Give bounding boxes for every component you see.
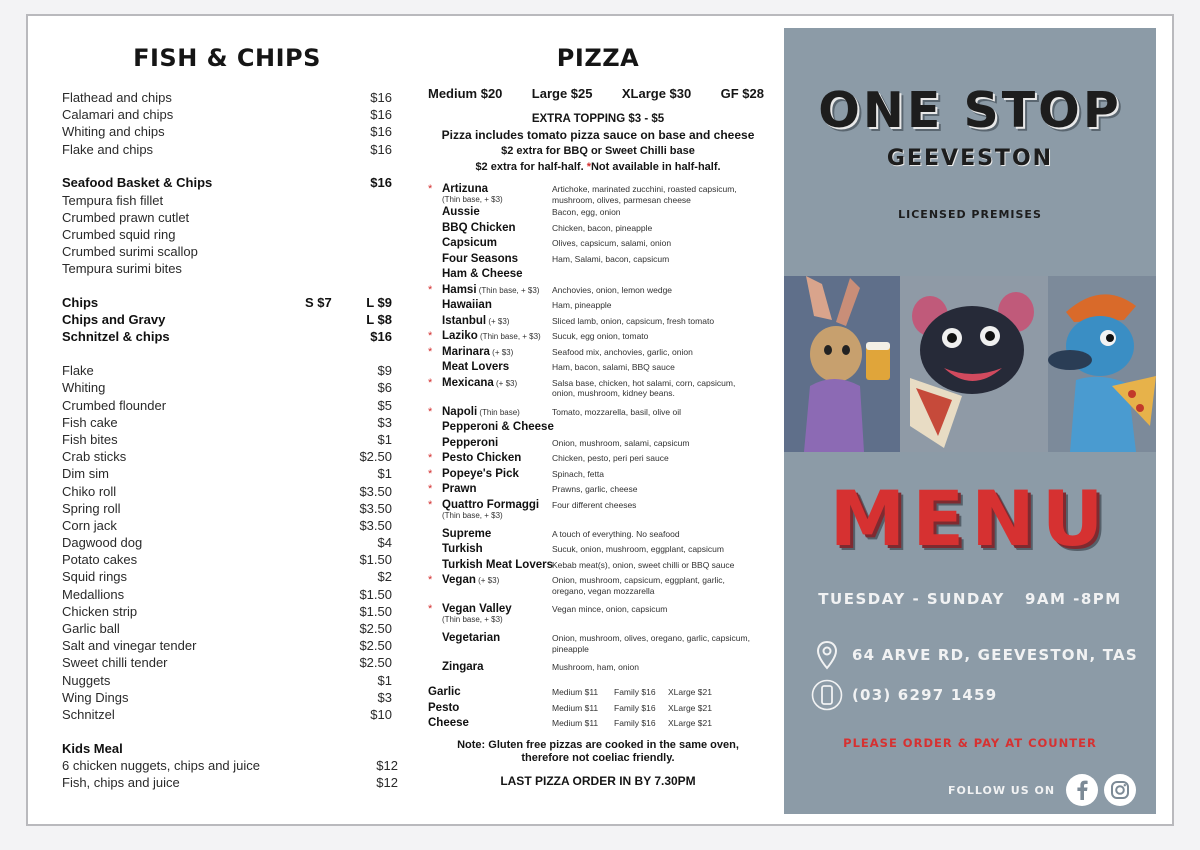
pizza-description: Ham, bacon, salami, BBQ sauce <box>552 362 675 372</box>
menu-item-name: Flake and chips <box>62 141 154 157</box>
menu-item-row <box>62 448 392 465</box>
menu-item-name: 6 chicken nuggets, chips and juice <box>62 757 261 773</box>
gluten-free-note <box>428 739 768 765</box>
menu-item-price: $1.50 <box>359 552 392 568</box>
pizza-name <box>442 559 553 571</box>
pizza-description: Chicken, pesto, peri peri sauce <box>552 453 669 463</box>
menu-item-name: Calamari and chips <box>62 107 174 123</box>
pizza-item <box>428 452 768 468</box>
bread-row <box>428 686 768 702</box>
opening-time: 9AM -8PM <box>1024 590 1122 608</box>
menu-item-name: Potato cakes <box>62 552 138 568</box>
menu-item-row <box>62 192 392 209</box>
family-price: Family $16 <box>614 718 656 729</box>
star-marker: * <box>428 483 433 495</box>
pizza-name-text: Turkish <box>442 543 483 555</box>
menu-item-price: $3.50 <box>359 500 392 516</box>
brand-location: GEEVESTON <box>886 146 1054 171</box>
pizza-name-text: Aussie <box>442 206 480 218</box>
menu-item-price: $6 <box>377 380 392 396</box>
menu-item-row <box>62 689 392 706</box>
menu-item-price: $4 <box>377 535 392 551</box>
bread-name: Cheese <box>428 717 469 730</box>
phone-icon <box>810 678 844 712</box>
menu-item-name: Squid rings <box>62 569 128 585</box>
menu-item-price: $16 <box>370 90 392 105</box>
star-marker: * <box>428 574 433 586</box>
menu-item-name: Chicken strip <box>62 603 138 619</box>
pizza-name <box>442 661 484 673</box>
menu-item-row <box>62 209 392 226</box>
pizza-name-text: Zingara <box>442 661 484 673</box>
pizza-name-text: Popeye's Pick <box>442 467 519 480</box>
extra-topping-text: EXTRA TOPPING $3 - $5 <box>531 113 665 125</box>
facebook-icon[interactable] <box>1066 774 1098 806</box>
menu-item-price: $1.50 <box>359 586 392 602</box>
bread-row <box>428 702 768 718</box>
menu-item-price: $10 <box>370 706 392 722</box>
menu-item-name: Chiko roll <box>62 483 117 499</box>
pizza-description: Artichoke, marinated zucchini, roasted capsicum, mushroom, olives, parmesan cheese <box>552 184 737 205</box>
menu-item-name: Chips and Gravy <box>62 312 166 328</box>
star-marker: * <box>428 452 433 464</box>
chips-row <box>62 294 392 311</box>
menu-item-row <box>62 551 392 568</box>
xlarge-price: XLarge $21 <box>668 687 712 697</box>
pizza-description: Chicken, bacon, pineapple <box>552 222 653 233</box>
xlarge-price: XLarge $21 <box>668 718 712 729</box>
menu-item-price: $1 <box>377 466 392 482</box>
menu-item-row <box>62 672 392 689</box>
pizza-name-text: Vegan <box>442 574 476 586</box>
licensed-text: LICENSED PREMISES <box>898 208 1042 221</box>
menu-item-name: Tempura surimi bites <box>62 261 182 277</box>
menu-item-name: Seafood Basket & Chips <box>62 175 213 191</box>
star-marker: * <box>428 376 433 389</box>
pizza-name-text: Ham & Cheese <box>442 268 523 280</box>
pizza-item <box>428 222 768 238</box>
pizza-item <box>428 406 768 422</box>
pizza-size-price: Large $25 <box>531 86 593 101</box>
menu-item-row <box>62 260 392 277</box>
menu-item-price: $16 <box>370 141 392 157</box>
pizza-name <box>442 483 477 495</box>
menu-item-name: Flathead and chips <box>62 90 172 105</box>
menu-item-row <box>62 637 392 654</box>
pizza-name-text: Supreme <box>442 527 492 540</box>
menu-item-price: $1.50 <box>359 603 392 619</box>
menu-item-name: Garlic ball <box>62 621 120 637</box>
pizza-description: Onion, mushroom, salami, capsicum <box>552 437 690 448</box>
star-marker: * <box>428 467 433 480</box>
pizza-name <box>442 183 488 195</box>
pizza-note: (+ $3) <box>489 347 514 357</box>
pizza-name-text: Artizuna <box>442 183 488 195</box>
menu-item-name: Fish, chips and juice <box>62 775 180 791</box>
pizza-description: Sucuk, onion, mushroom, eggplant, capsicum <box>552 544 724 554</box>
phone-number: (03) 6297 1459 <box>852 686 998 704</box>
menu-item-row <box>62 362 392 379</box>
pizza-name-text: Laziko <box>442 330 478 342</box>
mural-image <box>784 276 1156 452</box>
opening-days: TUESDAY - SUNDAY <box>818 590 1005 608</box>
pizza-note: (Thin base) <box>477 407 520 417</box>
large-price: L $8 <box>366 312 392 328</box>
pizza-name <box>442 421 554 433</box>
pizza-name <box>442 253 518 265</box>
pizza-sizes <box>428 86 764 101</box>
pizza-item <box>428 299 768 315</box>
pizza-note: (+ $3) <box>475 576 500 585</box>
pizza-item <box>428 346 768 362</box>
pizza-bread-list <box>428 686 768 733</box>
menu-item-row <box>62 397 392 414</box>
menu-item-price: $16 <box>370 107 392 123</box>
menu-item-name: Crab sticks <box>62 449 127 465</box>
pizza-subnote: (Thin base, + $3) <box>442 615 503 624</box>
pizza-description: Spinach, fetta <box>552 468 604 479</box>
spacer <box>62 158 392 175</box>
pizza-description: Prawns, garlic, cheese <box>552 484 638 494</box>
menu-item-price: $3.50 <box>359 517 392 533</box>
pizza-description: Four different cheeses <box>552 499 637 510</box>
pizza-size-price: XLarge $30 <box>621 86 692 101</box>
pizza-item <box>428 603 768 632</box>
pizza-description: Ham, Salami, bacon, capsicum <box>552 253 670 264</box>
menu-item-row <box>62 414 392 431</box>
pizza-name-text: Pepperoni & Cheese <box>442 421 554 433</box>
pizza-name-text: Vegan Valley <box>442 603 512 615</box>
pizza-name <box>442 377 517 389</box>
pizza-name-text: Napoli <box>442 405 478 418</box>
menu-item-row <box>62 586 392 603</box>
pizza-name-text: Prawn <box>442 483 477 495</box>
pizza-description: Olives, capsicum, salami, onion <box>552 238 672 248</box>
menu-item-price: $3 <box>377 414 392 430</box>
menu-item-row <box>62 517 392 534</box>
pizza-name-text: BBQ Chicken <box>442 221 516 234</box>
pizza-name <box>442 222 516 234</box>
bbq-extra-text: $2 extra for BBQ or Sweet Chilli base <box>501 145 695 157</box>
menu-item-name: Fish bites <box>62 431 118 447</box>
menu-item-row <box>62 740 392 757</box>
menu-item-price: $1 <box>377 672 392 688</box>
pizza-item <box>428 421 768 437</box>
pizza-name-text: Pesto Chicken <box>442 452 522 464</box>
menu-item-row <box>62 379 392 396</box>
fish-section-title: FISH & CHIPS <box>133 44 321 72</box>
menu-heading: MENU <box>829 474 1111 563</box>
small-price: S $7 <box>305 295 332 311</box>
pizza-subnote: (Thin base, + $3) <box>442 195 503 204</box>
pizza-name <box>442 528 491 540</box>
pizza-name <box>442 361 509 373</box>
menu-item-price: $2.50 <box>359 655 392 671</box>
pizza-name <box>442 268 523 280</box>
pizza-name-text: Marinara <box>442 345 490 358</box>
pizza-item <box>428 574 768 603</box>
bread-name: Pesto <box>428 701 460 714</box>
pizza-description: Anchovies, onion, lemon wedge <box>552 284 673 295</box>
menu-item-name: Kids Meal <box>62 740 123 756</box>
star-marker: * <box>428 345 433 358</box>
order-note: PLEASE ORDER & PAY AT COUNTER <box>843 736 1097 750</box>
bread-row <box>428 717 768 733</box>
menu-item-row <box>62 706 392 723</box>
pizza-item <box>428 499 768 528</box>
pizza-name-text: Mexicana <box>442 376 494 389</box>
menu-item-price: $12 <box>376 775 398 791</box>
menu-item-row <box>62 328 392 345</box>
pizza-size-price: Medium $20 <box>428 86 503 101</box>
pizza-name <box>442 499 539 511</box>
follow-us-text: FOLLOW US ON <box>948 784 1056 797</box>
menu-item-price: $12 <box>376 757 398 773</box>
menu-item-name: Dagwood dog <box>62 535 143 551</box>
menu-item-row <box>62 226 392 243</box>
menu-item-name: Whiting <box>62 380 106 396</box>
menu-item-row <box>62 174 392 191</box>
pizza-item <box>428 468 768 484</box>
menu-item-price: $16 <box>370 124 392 140</box>
menu-item-price: $9 <box>377 363 392 379</box>
pizza-description: Kebab meat(s), onion, sweet chilli or BBQ sauce <box>552 559 735 570</box>
pizza-description: Onion, mushroom, olives, oregano, garlic, capsicum, pineapple <box>552 633 750 654</box>
menu-item-name: Crumbed flounder <box>62 397 167 413</box>
menu-item-row <box>62 603 392 620</box>
pizza-item <box>428 330 768 346</box>
pizza-item <box>428 483 768 499</box>
spacer <box>62 277 392 294</box>
menu-item-price: $2 <box>377 569 392 585</box>
star-marker: * <box>428 498 433 511</box>
menu-item-name: Schnitzel & chips <box>62 329 170 345</box>
pizza-item <box>428 661 768 684</box>
pizza-name <box>442 603 512 615</box>
menu-item-name: Schnitzel <box>62 706 115 722</box>
pizza-name <box>442 452 521 464</box>
pizza-name <box>442 237 497 249</box>
pizza-item <box>428 361 768 377</box>
star-marker: * <box>428 283 433 296</box>
gf-note-line-1: Note: Gluten free pizzas are cooked in the same oven, <box>457 738 739 751</box>
pizza-name-text: Four Seasons <box>442 252 519 265</box>
menu-item-name: Tempura fish fillet <box>62 192 164 208</box>
menu-item-row <box>62 106 392 123</box>
pizza-description: Sliced lamb, onion, capsicum, fresh tomato <box>552 315 715 326</box>
gf-note-line-2: therefore not coeliac friendly. <box>521 751 675 764</box>
menu-item-name: Nuggets <box>62 672 111 688</box>
menu-item-price: $1 <box>377 431 392 447</box>
phone-row <box>810 678 997 712</box>
star-marker: * <box>428 405 433 418</box>
pizza-section-title: PIZZA <box>556 44 640 72</box>
fish-and-chips-section <box>62 44 398 791</box>
medium-price: Medium $11 <box>552 687 599 697</box>
pizza-info <box>428 111 768 175</box>
menu-item-name: Medallions <box>62 586 125 602</box>
pizza-name-text: Capsicum <box>442 237 497 249</box>
menu-item-name: Chips <box>62 295 99 311</box>
pizza-name-text: Hamsi <box>442 283 477 296</box>
family-price: Family $16 <box>614 687 656 697</box>
pizza-name <box>442 206 480 218</box>
menu-item-name: Salt and vinegar tender <box>62 638 197 654</box>
pizza-item <box>428 206 768 222</box>
menu-item-row <box>62 620 392 637</box>
menu-item-row <box>62 243 392 260</box>
pizza-size-price: GF $28 <box>720 86 764 101</box>
pizza-name-text: Vegetarian <box>442 632 501 644</box>
menu-item-price: $5 <box>377 397 392 413</box>
menu-item-price: $16 <box>370 329 392 345</box>
pizza-item <box>428 315 768 331</box>
pizza-description: Seafood mix, anchovies, garlic, onion <box>552 346 693 357</box>
pizza-item <box>428 559 768 575</box>
last-order-note: LAST PIZZA ORDER IN BY 7.30PM <box>500 773 696 788</box>
pizza-name <box>442 330 541 342</box>
menu-item-name: Crumbed prawn cutlet <box>62 209 190 225</box>
menu-item-row <box>62 465 392 482</box>
fish-list <box>62 89 398 791</box>
pizza-name-text: Pepperoni <box>442 436 499 449</box>
menu-item-name: Flake <box>62 363 94 379</box>
brand-title: ONE STOP <box>818 82 1122 139</box>
menu-item-name: Fish cake <box>62 414 118 430</box>
address-row <box>810 638 1138 672</box>
pizza-item <box>428 183 768 206</box>
menu-item-price: $2.50 <box>359 638 392 654</box>
pizza-description: Vegan mince, onion, capsicum <box>552 604 668 614</box>
pizza-description: A touch of everything. No seafood <box>552 528 680 539</box>
menu-item-row <box>62 500 392 517</box>
menu-item-price: $2.50 <box>359 621 392 637</box>
pizza-note: (+ $3) <box>493 378 518 388</box>
pizza-name <box>442 406 520 418</box>
star-marker: * <box>428 183 433 195</box>
pizza-description: Ham, pineapple <box>552 300 612 310</box>
pizza-item <box>428 253 768 269</box>
medium-price: Medium $11 <box>552 702 599 713</box>
menu-item-name: Wing Dings <box>62 689 129 705</box>
pizza-note: (Thin base, + $3) <box>477 332 541 341</box>
menu-item-row <box>62 483 392 500</box>
menu-item-row <box>62 534 392 551</box>
pizza-item <box>428 632 768 661</box>
pizza-description: Onion, mushroom, capsicum, eggplant, garlic, oregano, vegan mozzarella <box>552 575 725 596</box>
menu-item-row <box>62 89 392 106</box>
half-note: Not available in half-half. <box>590 161 721 173</box>
pizza-name <box>442 468 519 480</box>
pizza-item <box>428 543 768 559</box>
gravy-row <box>62 311 392 328</box>
pizza-description: Bacon, egg, onion <box>552 207 621 217</box>
cover-panel <box>784 28 1156 814</box>
menu-item-row <box>62 654 392 671</box>
menu-item-row <box>62 141 392 158</box>
pizza-name <box>442 632 500 644</box>
pizza-item <box>428 284 768 300</box>
pizza-name <box>442 543 483 555</box>
pizza-item <box>428 377 768 406</box>
pizza-description: Salsa base, chicken, hot salami, corn, capsicum, onion, mushroom, kidney beans. <box>552 377 736 398</box>
pizza-item <box>428 528 768 544</box>
star-marker: * <box>428 603 433 615</box>
pizza-name <box>442 284 539 296</box>
pizza-list <box>428 183 768 684</box>
menu-item-row <box>62 568 392 585</box>
menu-item-row <box>62 757 398 774</box>
pizza-name <box>442 299 492 311</box>
pizza-name-text: Istanbul <box>442 314 487 327</box>
menu-item-row <box>62 123 392 140</box>
pizza-name-text: Turkish Meat Lovers <box>442 558 553 571</box>
menu-item-name: Crumbed surimi scallop <box>62 244 198 260</box>
menu-sheet <box>26 14 1174 826</box>
pizza-item <box>428 268 768 284</box>
pizza-name <box>442 315 509 327</box>
spacer <box>62 346 392 363</box>
pizza-name-text: Hawaiian <box>442 299 492 311</box>
pizza-item <box>428 237 768 253</box>
pizza-section <box>428 44 768 788</box>
menu-item-name: Corn jack <box>62 517 117 533</box>
large-price: L $9 <box>366 295 392 311</box>
pizza-name <box>442 574 499 586</box>
menu-item-price: $2.50 <box>359 449 392 465</box>
menu-item-name: Whiting and chips <box>62 124 165 140</box>
pizza-subnote: (Thin base, + $3) <box>442 510 503 520</box>
family-price: Family $16 <box>614 702 656 713</box>
menu-item-name: Spring roll <box>62 500 121 516</box>
menu-item-price: $3 <box>377 689 392 705</box>
instagram-icon[interactable] <box>1104 774 1136 806</box>
pizza-description: Sucuk, egg onion, tomato <box>552 331 649 341</box>
pizza-description: Tomato, mozzarella, basil, olive oil <box>552 406 681 417</box>
bread-name: Garlic <box>428 686 461 698</box>
address-text: 64 ARVE RD, GEEVESTON, TAS <box>852 646 1138 664</box>
pizza-name <box>442 437 498 449</box>
pizza-item <box>428 437 768 453</box>
star-marker: * <box>428 330 433 342</box>
menu-item-name: Dim sim <box>62 466 109 482</box>
pizza-name-text: Quattro Formaggi <box>442 498 540 511</box>
opening-hours <box>784 590 1156 608</box>
xlarge-price: XLarge $21 <box>668 702 712 713</box>
half-extra: $2 extra for half-half. <box>475 161 587 173</box>
half-star: * <box>586 161 591 173</box>
pizza-description: Mushroom, ham, onion <box>552 662 639 672</box>
half-half-text <box>428 159 768 175</box>
medium-price: Medium $11 <box>552 718 599 729</box>
pizza-note: (Thin base, + $3) <box>476 285 540 295</box>
menu-item-row <box>62 774 398 791</box>
menu-item-row <box>62 431 392 448</box>
menu-item-name: Crumbed squid ring <box>62 226 176 242</box>
spacer <box>62 723 392 740</box>
includes-text: Pizza includes tomato pizza sauce on base and cheese <box>441 128 755 142</box>
menu-item-price: $16 <box>370 175 392 191</box>
pizza-name <box>442 346 513 358</box>
menu-item-name: Sweet chilli tender <box>62 655 168 671</box>
menu-item-price: $3.50 <box>359 483 392 499</box>
location-pin-icon <box>810 638 844 672</box>
pizza-note: (+ $3) <box>486 316 510 326</box>
pizza-name-text: Meat Lovers <box>442 361 510 373</box>
